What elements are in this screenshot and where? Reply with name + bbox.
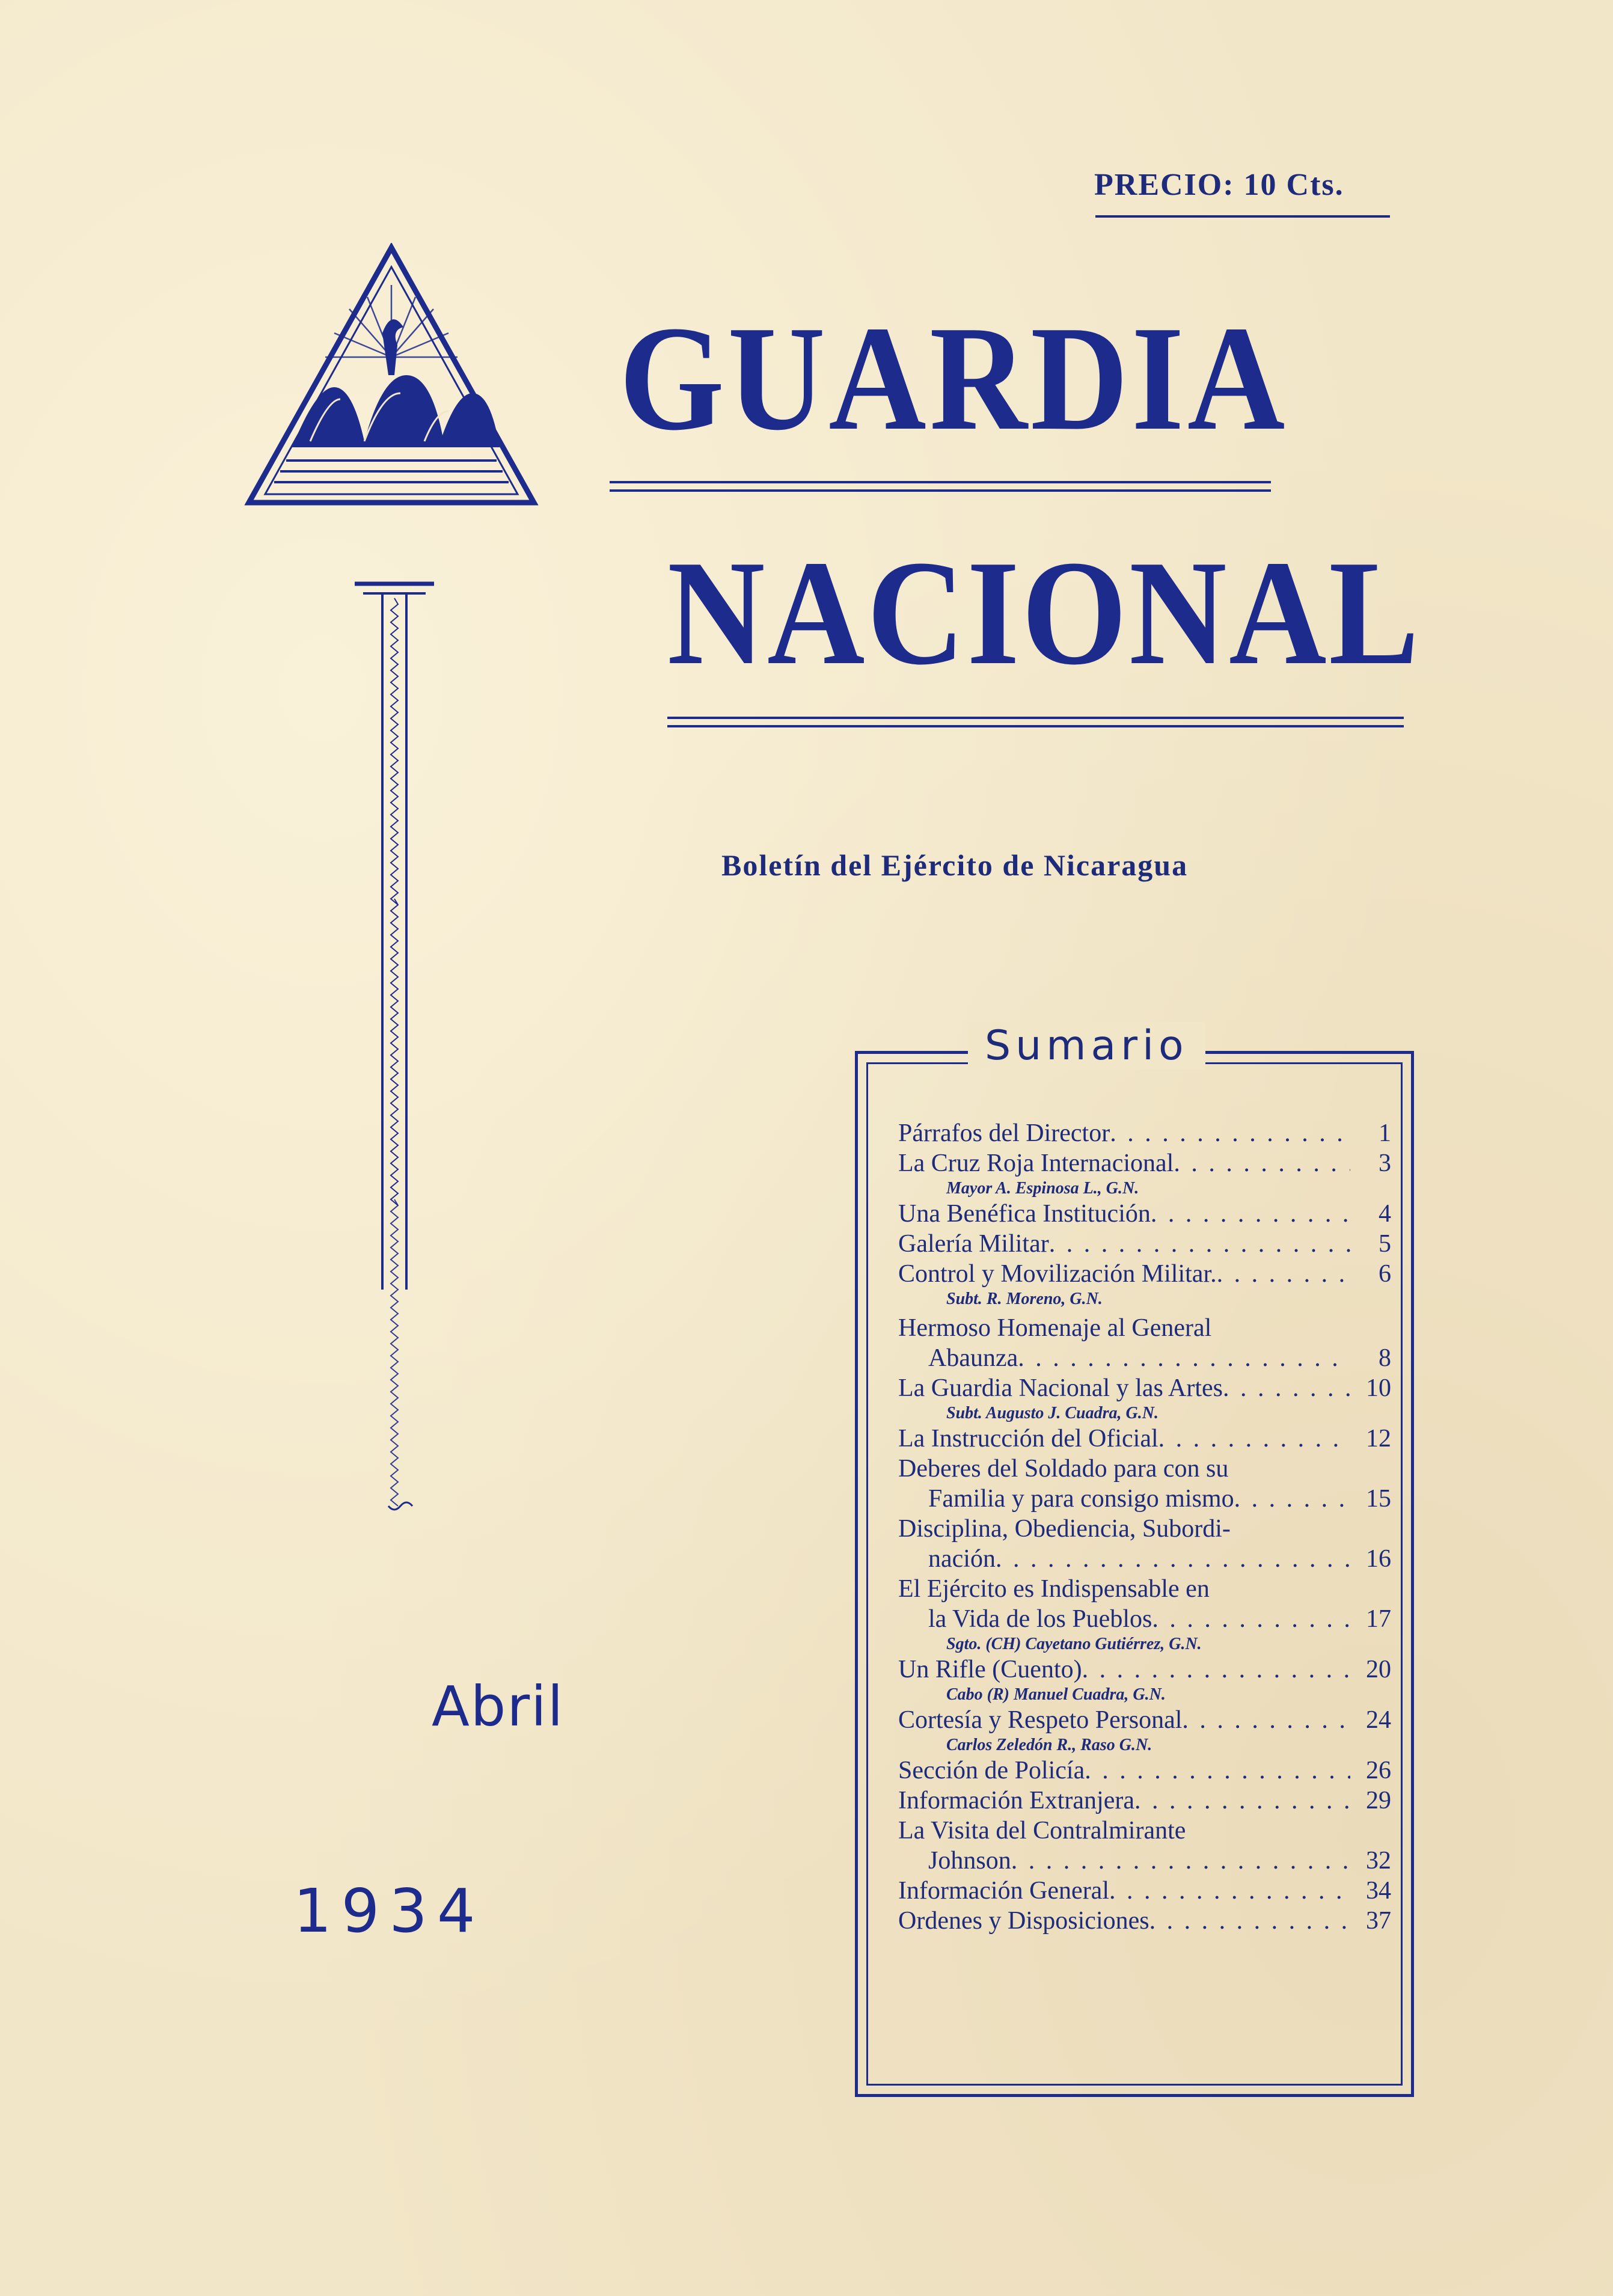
- toc-entry-title: Un Rifle (Cuento): [898, 1656, 1082, 1683]
- toc-entry: [898, 1259, 1391, 1309]
- toc-entry-page: 37: [1366, 1907, 1391, 1935]
- toc-entry-page: 3: [1379, 1150, 1391, 1177]
- toc-entry: [898, 1655, 1391, 1705]
- toc-entry-title: Información Extranjera: [898, 1787, 1134, 1814]
- toc-entry: [898, 1148, 1391, 1199]
- toc-entry-author: Cabo (R) Manuel Cuadra, G.N.: [946, 1685, 1166, 1704]
- coat-of-arms-icon: [244, 243, 539, 507]
- toc-entry: [898, 1199, 1391, 1229]
- toc-entry: [898, 1906, 1391, 1936]
- toc-entry-title: Párrafos del Director: [898, 1119, 1110, 1147]
- toc-entry-title: Galería Militar: [898, 1230, 1049, 1258]
- toc-entry-page: 17: [1366, 1605, 1391, 1633]
- magazine-title-line-1: GUARDIA: [619, 295, 1288, 462]
- toc-entry-title: El Ejército es Indispensable en: [898, 1575, 1210, 1603]
- toc-entry-page: 4: [1379, 1200, 1391, 1228]
- toc-entry-title-cont: Johnson: [928, 1847, 1011, 1875]
- toc-entry-title: La Cruz Roja Internacional: [898, 1150, 1174, 1177]
- toc-entry: [898, 1454, 1391, 1514]
- toc-entry-page: 5: [1379, 1230, 1391, 1258]
- decorative-column: [352, 580, 436, 1530]
- price-underline: [1095, 215, 1390, 218]
- price-label: PRECIO: 10 Cts.: [1094, 168, 1344, 202]
- toc-entry-page: 20: [1366, 1656, 1391, 1683]
- magazine-title-line-2: NACIONAL: [667, 530, 1421, 696]
- toc-entry: [898, 1876, 1391, 1906]
- title-divider-bottom: [667, 717, 1404, 727]
- toc-entry-page: 1: [1379, 1119, 1391, 1147]
- toc-entry-page: 8: [1379, 1344, 1391, 1372]
- toc-entry: [898, 1756, 1391, 1786]
- toc-entry-author: Subt. R. Moreno, G.N.: [946, 1290, 1103, 1308]
- toc-entry-title: Sección de Policía: [898, 1757, 1085, 1784]
- issue-year: 1934: [293, 1876, 485, 1946]
- toc-entry-title: La Guardia Nacional y las Artes: [898, 1374, 1223, 1402]
- toc-entry-title: Cortesía y Respeto Personal: [898, 1706, 1183, 1734]
- toc-entry-author: Carlos Zeledón R., Raso G.N.: [946, 1736, 1152, 1754]
- toc-entry-page: 24: [1366, 1706, 1391, 1734]
- toc-entry: [898, 1514, 1391, 1574]
- toc-entry: [898, 1424, 1391, 1454]
- toc-entry-title: Control y Movilización Militar.: [898, 1260, 1217, 1288]
- sumario-title: Sumario: [968, 1022, 1205, 1070]
- toc-entry-title-cont: la Vida de los Pueblos: [928, 1605, 1152, 1633]
- issue-month: Abril: [432, 1674, 565, 1739]
- toc-entry-title: Disciplina, Obediencia, Subordi-: [898, 1515, 1231, 1543]
- toc-entry: [898, 1229, 1391, 1259]
- toc-entry: [898, 1313, 1391, 1373]
- title-divider-top: [610, 481, 1271, 492]
- toc-entry-page: 15: [1366, 1485, 1391, 1513]
- toc-entry: [898, 1574, 1391, 1655]
- toc-entry-author: Sgto. (CH) Cayetano Gutiérrez, G.N.: [946, 1635, 1202, 1653]
- toc-entry-title: La Visita del Contralmirante: [898, 1817, 1186, 1844]
- toc-entry-title-cont: Abaunza: [928, 1344, 1018, 1372]
- toc-entry-page: 16: [1366, 1545, 1391, 1573]
- toc-entry-author: Subt. Augusto J. Cuadra, G.N.: [946, 1404, 1158, 1422]
- toc-entry-title: Deberes del Soldado para con su: [898, 1455, 1229, 1483]
- toc-entry-title: Hermoso Homenaje al General: [898, 1314, 1212, 1342]
- toc-entry-title-cont: Familia y para consigo mismo: [928, 1485, 1234, 1513]
- toc-entry: [898, 1373, 1391, 1424]
- toc-entry-page: 26: [1366, 1757, 1391, 1784]
- toc-entry-page: 32: [1366, 1847, 1391, 1875]
- toc-entry-title: Ordenes y Disposiciones: [898, 1907, 1149, 1935]
- toc-entry: [898, 1118, 1391, 1148]
- magazine-subtitle: Boletín del Ejército de Nicaragua: [721, 848, 1189, 882]
- toc-entry-page: 10: [1366, 1374, 1391, 1402]
- toc-entry-page: 6: [1379, 1260, 1391, 1288]
- toc-entry-page: 12: [1366, 1425, 1391, 1453]
- toc-entry-title: Información General: [898, 1877, 1109, 1905]
- table-of-contents: [898, 1118, 1391, 1936]
- toc-entry-title: Una Benéfica Institución: [898, 1200, 1151, 1228]
- toc-entry-page: 29: [1366, 1787, 1391, 1814]
- toc-entry-title-cont: nación: [928, 1545, 996, 1573]
- toc-entry: [898, 1786, 1391, 1816]
- toc-entry-author: Mayor A. Espinosa L., G.N.: [946, 1179, 1139, 1198]
- toc-entry: [898, 1816, 1391, 1876]
- toc-entry-title: La Instrucción del Oficial: [898, 1425, 1158, 1453]
- toc-entry-page: 34: [1366, 1877, 1391, 1905]
- toc-entry: [898, 1705, 1391, 1756]
